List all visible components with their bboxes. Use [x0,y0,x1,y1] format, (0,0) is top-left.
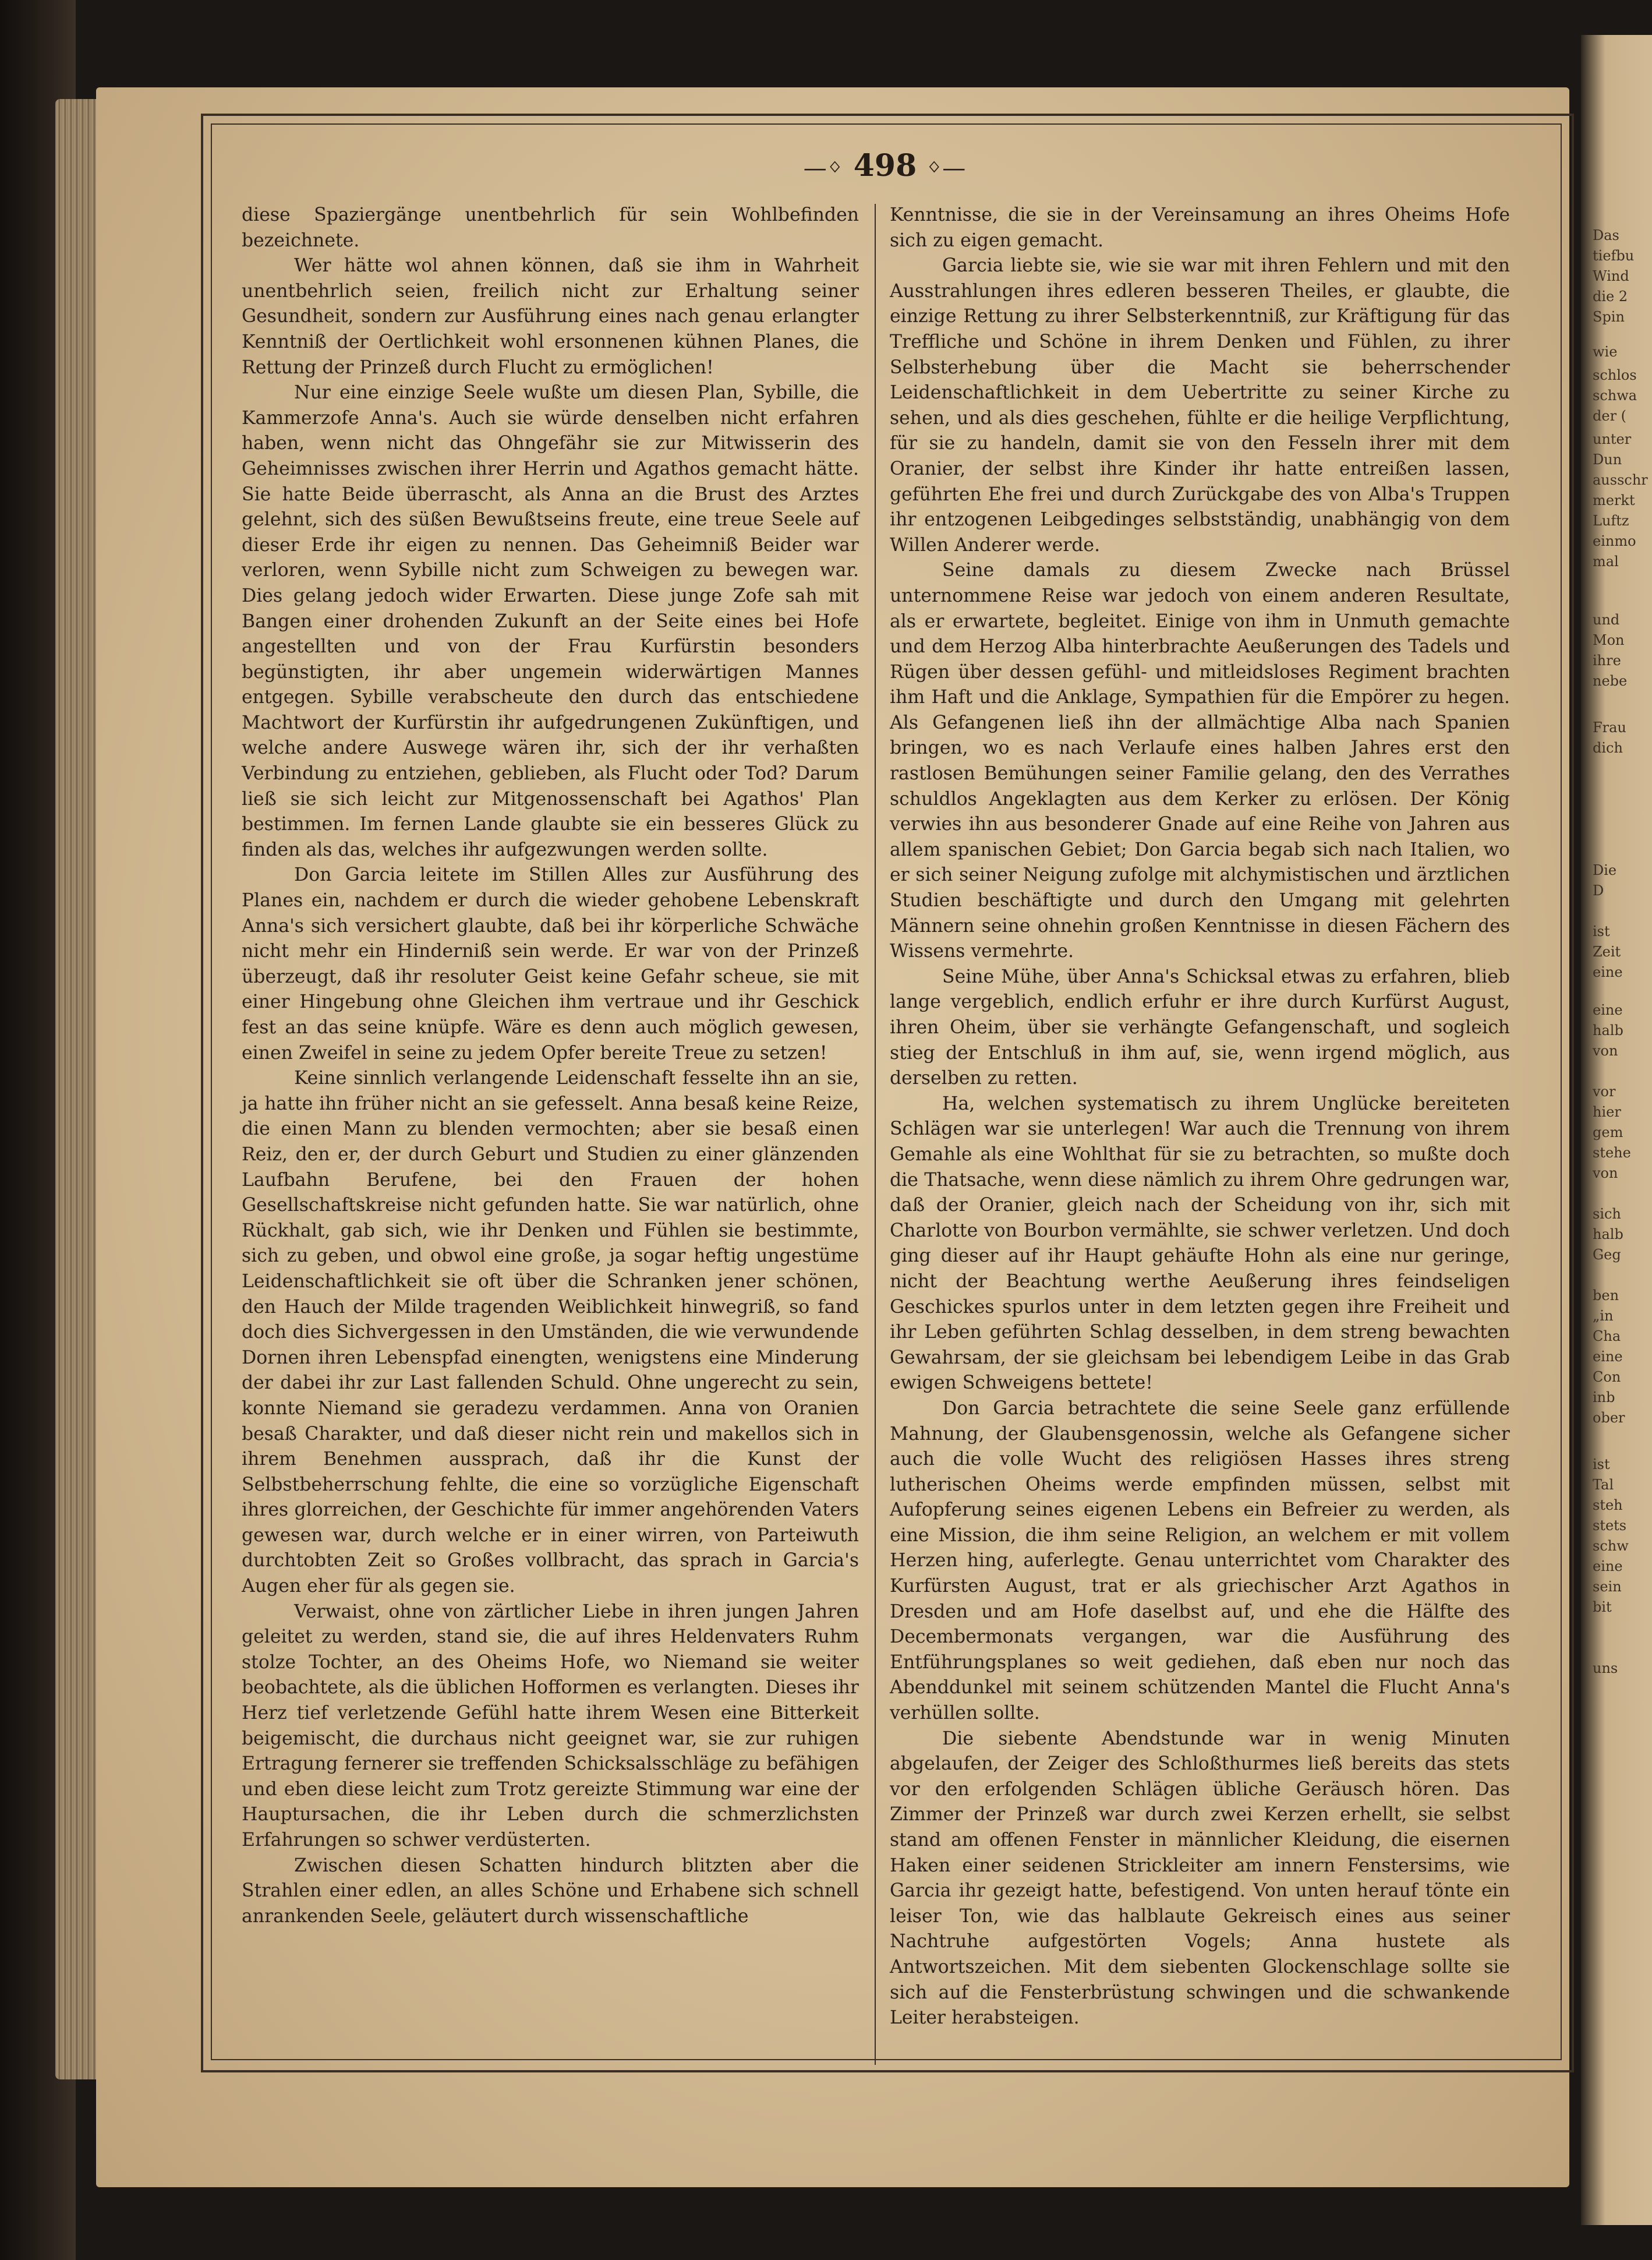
adjacent-fragment: eine [1593,964,1623,980]
header-ornament-left: —ᛜ [803,155,843,182]
paragraph: Wer hätte wol ahnen können, daß sie ihm in Wahrheit unentbehrlich seien, freilich nicht zur Erhaltung seiner Gesundheit, sondern zur Ausführung eines nach genau erlangter Kenntniß der Oertlichkeit wohl ersonnenen kühnen Planes, die Rettung der Prinzeß durch Flucht zu ermöglichen! [242,255,859,378]
adjacent-fragment: halb [1593,1022,1623,1039]
adjacent-page [1581,35,1652,2225]
paragraph: Garcia liebte sie, wie sie war mit ihren Fehlern und mit den Ausstrahlungen ihres edleren besseren Theiles, er glaubte, die einzige Rettung zu ihrer Selbsterkenntniß, zur Kräftigung für das Treffliche und Schöne in ihrem Denken und Fühlen, zu ihrer Selbsterhebung über die Macht sie beherrschender Leidenschaftlichkeit in dem Uebertritte zu seiner Kirche zu sehen, und als dies geschehen, fühlte er die heilige Verpflichtung, für sie zu handeln, damit sie von den Fesseln ihrer mit dem Oranier, der selbst ihre Kinder ihr hatte entreißen lassen, geführten Ehe frei und durch Zurückgabe des von Alba's Truppen ihr entzogenen Leibgedinges selbstständig, unabhängig von dem Willen Anderer werde. [890,255,1510,556]
adjacent-fragment: eine [1593,1348,1623,1365]
adjacent-fragment: von [1593,1165,1618,1181]
adjacent-fragment: von [1593,1043,1618,1059]
page-number: 498 [853,148,917,183]
adjacent-fragment: Con [1593,1369,1621,1385]
adjacent-fragment: ausschr [1593,472,1648,488]
adjacent-fragment: Wind [1593,268,1629,284]
paragraph: Keine sinnlich verlangende Leidenschaft fesselte ihn an sie, ja hatte ihn früher nicht an sie gefesselt. Anna besaß keine Reize, die einen Mann zu blenden vermochten; aber sie besaß einen Reiz, den er, der durch Geburt und Studien zu einer glänzenden Laufbahn Berufene, bei den Frauen der hohen Gesellschaftskreise nicht gefunden hatte. Sie war natürlich, ohne Rückhalt, gab sich, wie ihr Denken und Fühlen sie bestimmte, sich zu geben, und obwol eine große, ja sogar heftig ungestüme Leidenschaftlichkeit sie oft über die Schranken jener schönen, den Hauch der Milde tragenden Weiblichkeit hinwegriß, so fand doch dies Sichvergessen in den Umständen, die wie verwundende Dornen ihren Lebenspfad einengten, wenigstens eine Minderung der dabei ihr zur Last fallenden Schuld. Ohne ungerecht zu sein, konnte Niemand sie geradezu verdammen. Anna von Oranien besaß Charakter, und daß dieser nicht rein und makellos sich in ihrem Benehmen aussprach, daß ihr die Kunst der Selbstbeherrschung fehlte, die eine so vorzügliche Eigenschaft ihres glorreichen, der Geschichte für immer angehörenden Vaters gewesen war, durch welche er in einer wirren, von Parteiwuth durchtobten Zeit so Großes vollbracht, das sprach in Garcia's Augen eher für als gegen sie. [242,1068,859,1597]
adjacent-fragment: bit [1593,1599,1612,1615]
text-column-right [890,203,1510,2031]
paragraph: Nur eine einzige Seele wußte um diesen Plan, Sybille, die Kammerzofe Anna's. Auch sie würde denselben nicht erfahren haben, wenn nicht das Ohngefähr sie zur Mitwisserin des Geheimnisses zwischen ihrer Herrin und Agathos gemacht hätte. Sie hatte Beide überrascht, als Anna an die Brust des Arztes gelehnt, sich des süßen Bewußtseins freute, eine treue Seele auf dieser Erde ihr eigen zu nennen. Das Geheimniß Beider war verloren, wenn Sybille nicht zum Schweigen zu bewegen war. Dies gelang jedoch wider Erwarten. Diese junge Zofe sah mit Bangen einer drohenden Zukunft an der Seite eines bei Hofe angestellten und von der Frau Kurfürstin besonders begünstigten, ihr aber ungemein widerwärtigen Mannes entgegen. Sybille verabscheute den durch das entschiedene Machtwort der Kurfürstin ihr aufgedrungenen Zukünftigen, und welche andere Auswege wären ihr, sich der ihr verhaßten Verbindung zu entziehen, geblieben, als Flucht oder Tod? Darum ließ sie sich leicht zur Mitgenossenschaft bei Agathos' Plan bestimmen. Im fernen Lande glaubte sie ein besseres Glück zu finden als das, welches ihr aufgezwungen werden sollte. [242,382,859,860]
adjacent-fragment: eine [1593,1558,1623,1574]
adjacent-fragment: einmo [1593,533,1636,549]
adjacent-fragment: schwa [1593,387,1637,404]
adjacent-fragment: Tal [1593,1477,1614,1493]
adjacent-fragment: ihre [1593,652,1621,669]
adjacent-fragment: ober [1593,1410,1625,1426]
adjacent-page-text [1581,35,1652,2225]
adjacent-fragment: unter [1593,431,1632,447]
paragraph: Don Garcia betrachtete die seine Seele ganz erfüllende Mahnung, der Glaubensgenossin, welche als Gefangene sicher auch die volle Wucht des religiösen Hasses ihres streng lutherischen Oheims werde empfinden müssen, selbst mit Aufopferung seines eigenen Lebens ein Befreier zu werden, als eine Mission, die ihm seine Religion, an welchem er mit vollem Herzen hing, auferlegte. Genau unterrichtet vom Charakter des Kurfürsten August, trat er als griechischer Arzt Agathos in Dresden und am Hofe daselbst auf, und ehe die Hälfte des Decembermonats vergangen, war die Ausführung des Entführungsplanes so weit gediehen, daß eben nur noch das Abenddunkel mit seinem schützenden Mantel die Flucht Anna's verhüllen sollte. [890,1397,1510,1724]
adjacent-fragment: Dun [1593,451,1622,468]
paragraph: Seine damals zu diesem Zwecke nach Brüssel unternommene Reise war jedoch von einem anderen Resultate, als er erwartete, begleitet. Einige von ihm in Unmuth gemachte und dem Herzog Alba hinterbrachte Aeußerungen des Tadels und Rügen über dessen gefühl- und mitleidsloses Regiment brachten ihm Haft und die Anklage, Sympathien für die Empörer zu hegen. Als Gefangenen ließ ihn der allmächtige Alba nach Spanien bringen, wo es nach Verlaufe eines halben Jahres erst den rastlosen Bemühungen seiner Familie gelang, den des Verrathes schuldlos Angeklagten aus dem Kerker zu erlösen. Der König verwies ihn aus besonderer Gnade auf eine Reihe von Jahren aus allem spanischen Gebiet; Don Garcia begab sich nach Italien, wo er sich seiner Neigung zufolge mit alchymistischen und ärztlichen Studien beschäftigte und durch den Umgang mit gelehrten Männern seine ohnehin großen Kenntnisse in diesen Fächern des Wissens vermehrte. [890,560,1510,962]
adjacent-fragment: D [1593,882,1604,899]
adjacent-fragment: merkt [1593,492,1635,509]
paragraph: Die siebente Abendstunde war in wenig Minuten abgelaufen, der Zeiger des Schloßthurmes ließ bereits das stets vor den erfolgenden Schlägen übliche Geräusch hören. Das Zimmer der Prinzeß war durch zwei Kerzen erhellt, sie selbst stand am offenen Fenster in männlicher Kleidung, die eisernen Haken einer seidenen Strickleiter am innern Fenstersims, wie Garcia ihr gezeigt hatte, befestigend. Von unten herauf tönte ein leiser Ton, wie das halblaute Gekreisch eines aus seiner Nachtruhe aufgestörten Vogels; Anna hustete als Antwortszeichen. Mit dem siebenten Glockenschlage sollte sie sich auf die Fensterbrüstung schwingen und die schwankende Leiter herabsteigen. [890,1728,1510,2029]
adjacent-fragment: stets [1593,1517,1627,1534]
paragraph: Verwaist, ohne von zärtlicher Liebe in ihren jungen Jahren geleitet zu werden, stand sie, die auf ihres Heldenvaters Ruhm stolze Tochter, an des Oheims Hofe, wo Niemand sie weiter beobachtete, als die üblichen Hofformen es verlangten. Dieses ihr Herz tief verletzende Gefühl hatte ihrem Wesen eine Bitterkeit beigemischt, die durchaus nicht geeignet war, sie zur ruhigen Ertragung fernerer sie treffenden Schicksalsschläge zu befähigen und eben diese leicht zum Trotz gereizte Stimmung war eine der Hauptursachen, die ihr Leben durch die schmerzlichsten Erfahrungen so schwer verdüsterten. [242,1601,859,1851]
page-header [201,146,1569,186]
header-ornament-right: ᛜ— [927,155,967,182]
adjacent-fragment: Das [1593,227,1619,243]
adjacent-fragment: vor [1593,1083,1616,1100]
adjacent-fragment: sein [1593,1579,1622,1595]
adjacent-fragment: und [1593,612,1620,628]
adjacent-fragment: uns [1593,1660,1618,1676]
adjacent-fragment: die 2 [1593,288,1628,305]
adjacent-fragment: „in [1593,1308,1614,1324]
adjacent-fragment: inb [1593,1389,1615,1406]
paragraph: Kenntnisse, die sie in der Vereinsamung an ihres Oheims Hofe sich zu eigen gemacht. [890,204,1510,251]
adjacent-fragment: schw [1593,1538,1629,1554]
paragraph: Seine Mühe, über Anna's Schicksal etwas zu erfahren, blieb lange vergeblich, endlich erfuhr er ihre durch Kurfürst August, ihren Oheim, über sie verhängte Gefangenschaft, und sogleich stieg der Entschluß in ihm auf, sie, wenn irgend möglich, aus derselben zu retten. [890,966,1510,1089]
column-divider [875,204,876,2065]
adjacent-fragment: Mon [1593,632,1625,648]
adjacent-fragment: steh [1593,1497,1623,1513]
adjacent-fragment: ben [1593,1287,1619,1304]
adjacent-fragment: wie [1593,344,1618,360]
adjacent-fragment: hier [1593,1104,1621,1120]
adjacent-fragment: Die [1593,862,1617,878]
adjacent-fragment: Zeit [1593,944,1621,960]
adjacent-fragment: eine [1593,1002,1623,1018]
adjacent-fragment: Cha [1593,1328,1621,1344]
adjacent-fragment: sich [1593,1206,1621,1222]
adjacent-fragment: gem [1593,1124,1623,1140]
adjacent-fragment: Luftz [1593,513,1629,529]
paragraph: Ha, welchen systematisch zu ihrem Unglücke bereiteten Schlägen war sie unterlegen! War auch die Trennung von ihrem Gemahle als eine Wohlthat für sie zu betrachten, so mußte doch die Thatsache, wenn diese nämlich zu ihrem Ohre gedrungen war, daß der Oranier, gleich nach der Scheidung von ihr, sich mit Charlotte von Bourbon vermählte, sie schwer verletzen. Und doch ging dieser auf ihr Haupt gehäufte Hohn als eine nur geringe, nicht der Beachtung werthe Aeußerung ihres feindseligen Geschickes spurlos unter in dem letzten gegen ihre Freiheit und ihr Leben geführten Schlag desselben, in dem streng bewachten Gewahrsam, der sie gleichsam bei lebendigem Leibe in das Grab ewigen Schweigens bettete! [890,1093,1510,1394]
adjacent-fragment: Frau [1593,719,1626,736]
adjacent-fragment: halb [1593,1226,1623,1242]
paragraph: Zwischen diesen Schatten hindurch blitzten aber die Strahlen einer edlen, an alles Schöne und Erhabene sich schnell anrankenden Seele, geläutert durch wissenschaftliche [242,1855,859,1927]
adjacent-fragment: stehe [1593,1145,1631,1161]
adjacent-fragment: nebe [1593,673,1628,689]
adjacent-fragment: dich [1593,740,1623,756]
adjacent-fragment: tiefbu [1593,248,1635,264]
adjacent-fragment: der ( [1593,408,1627,424]
adjacent-fragment: ist [1593,1456,1610,1472]
adjacent-fragment: ist [1593,923,1610,940]
paragraph: Don Garcia leitete im Stillen Alles zur Ausführung des Planes ein, nachdem er durch die wieder gehobene Lebenskraft Anna's sich versichert glaubte, daß bei ihr körperliche Schwäche nicht mehr ein Hinderniß sein werde. Er war von der Prinzeß überzeugt, daß ihr resoluter Geist keine Gefahr scheue, sie mit einer Hingebung ohne Gleichen ihm vertraue und ihr Geschick fest an das seine knüpfe. Wäre es denn auch möglich gewesen, einen Zweifel in seine zu jedem Opfer bereite Treue zu setzen! [242,864,859,1064]
adjacent-fragment: mal [1593,553,1619,570]
adjacent-fragment: schlos [1593,367,1637,383]
adjacent-fragment: Geg [1593,1246,1621,1263]
adjacent-fragment: Spin [1593,309,1625,325]
paragraph: diese Spaziergänge unentbehrlich für sein Wohlbefinden bezeichnete. [242,204,859,251]
text-column-left [242,203,859,1929]
